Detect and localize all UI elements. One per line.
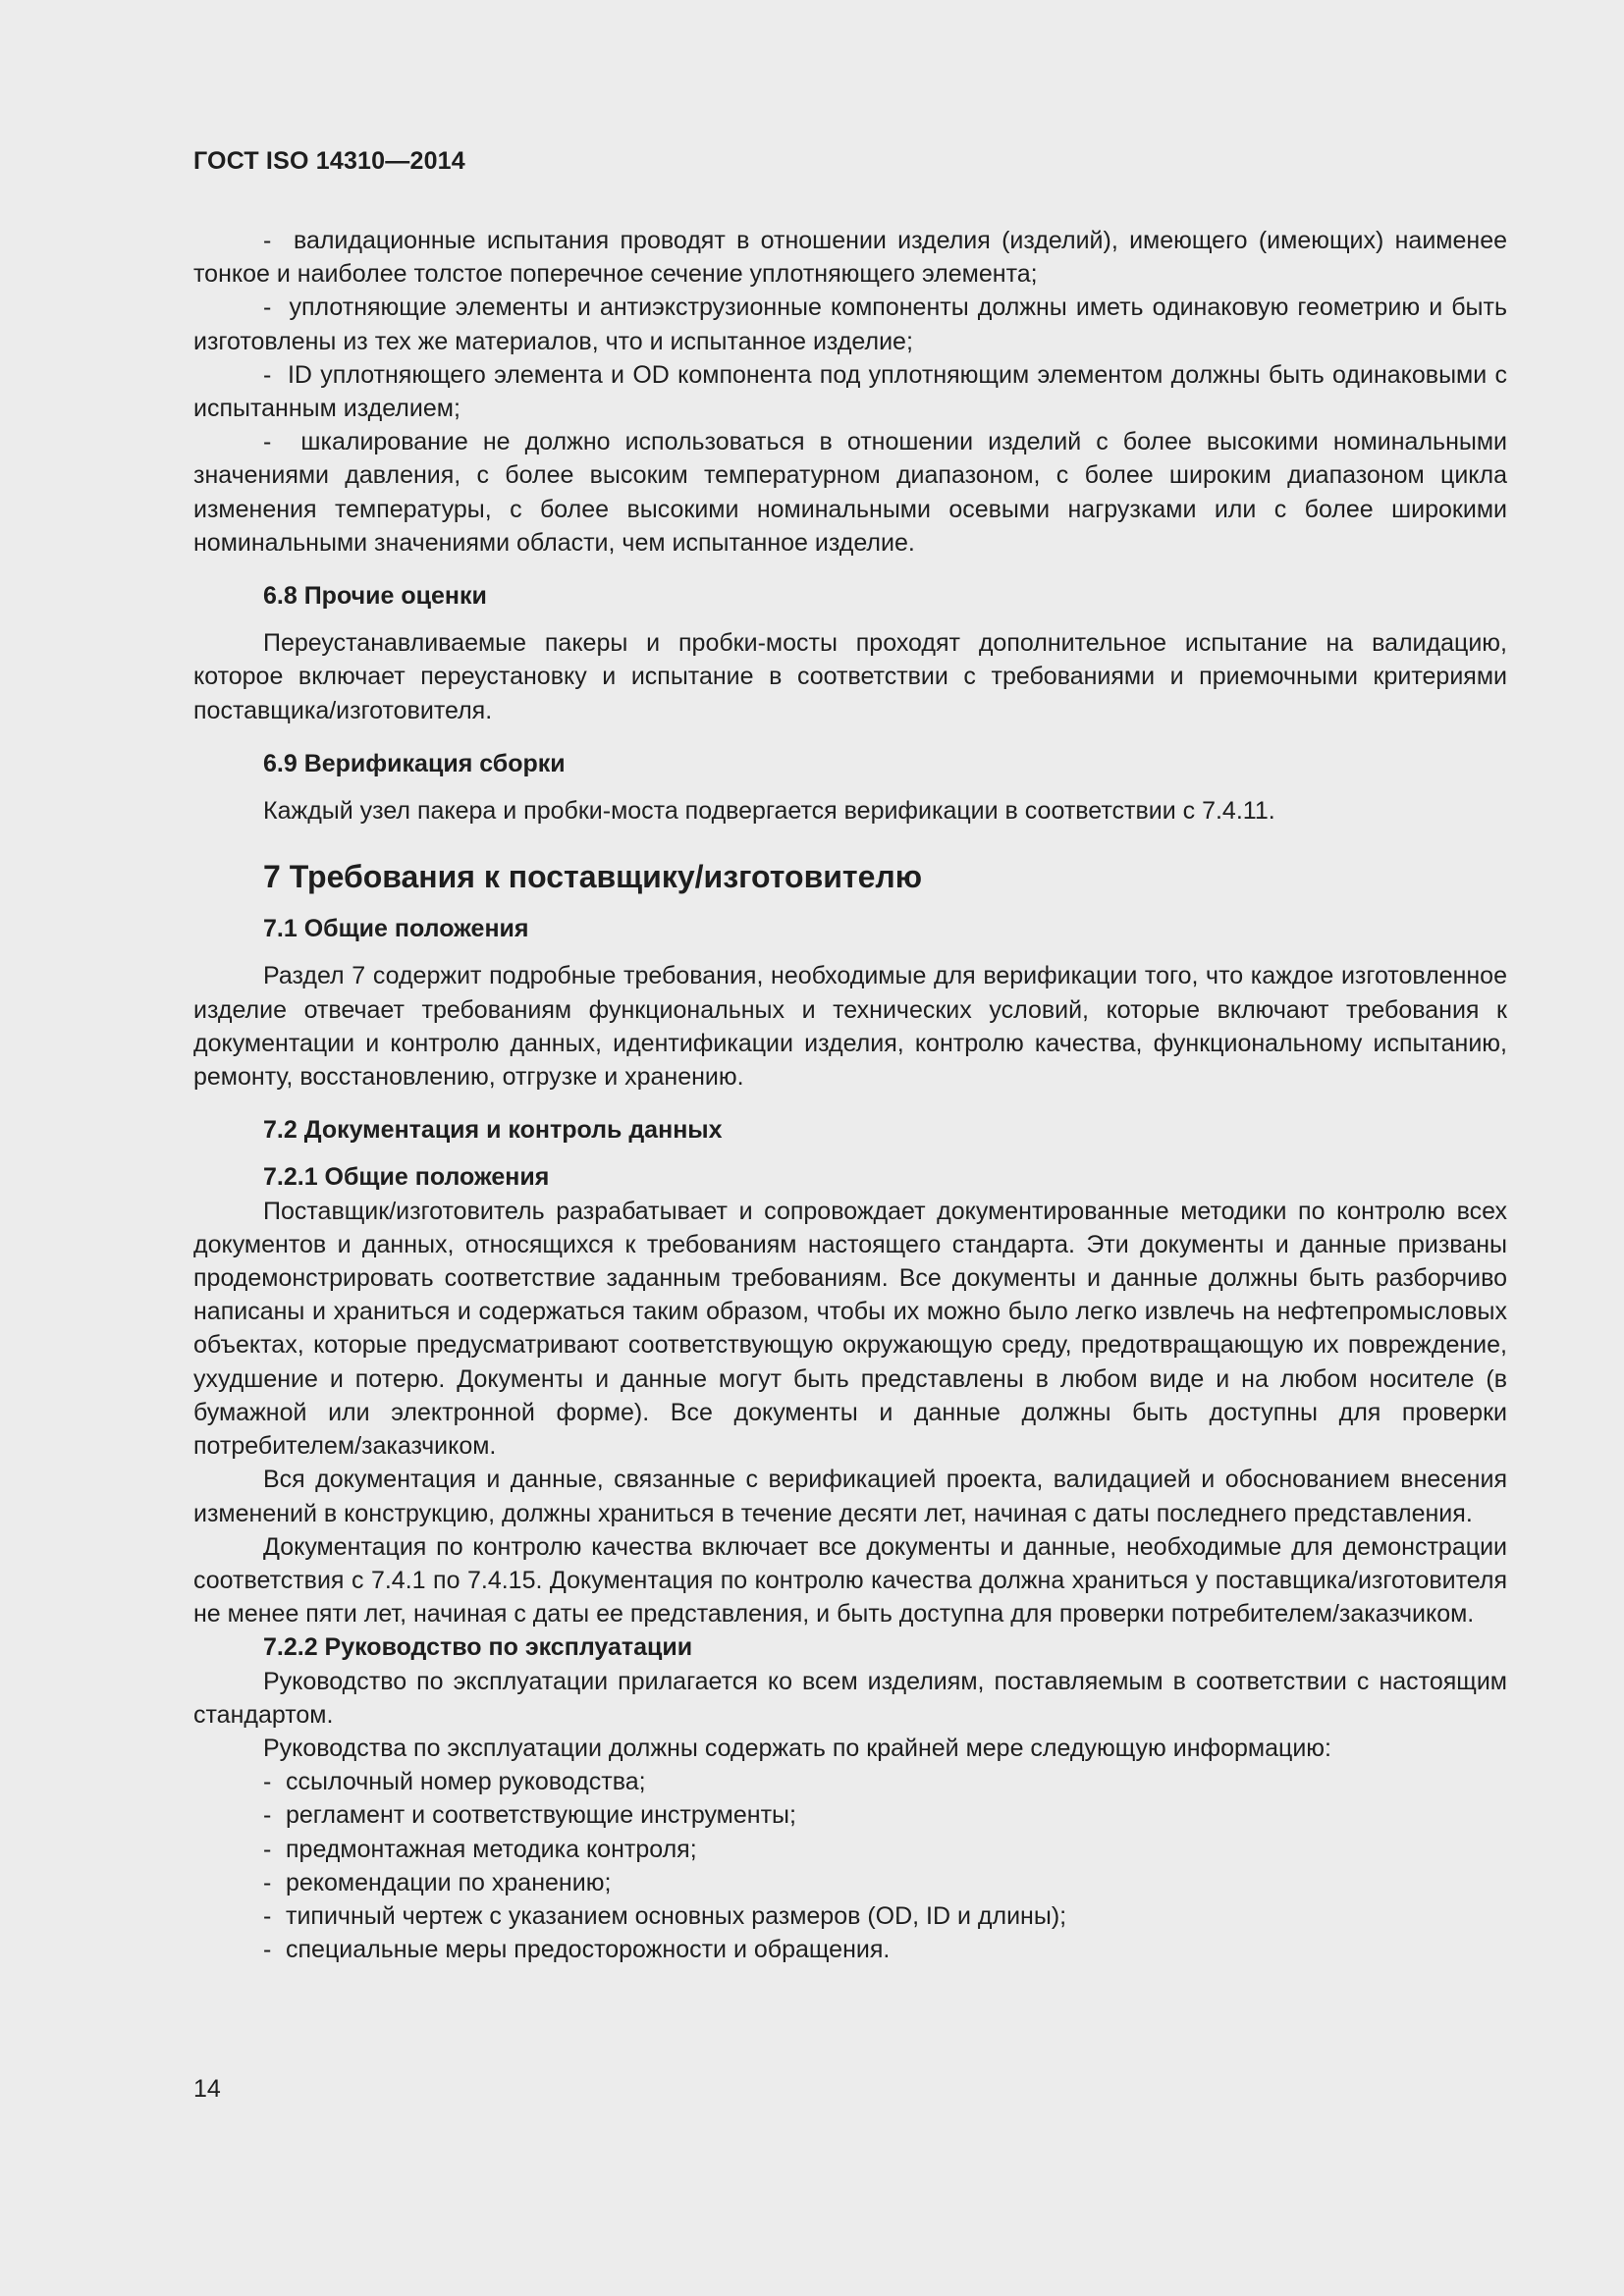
manual-contents-list <box>193 1765 1507 1966</box>
list-item: - шкалирование не должно использоваться в отношении изделий с более высокими номинальными значениями давления, с более высоким температурном диапазоном, с более широким диапазоном цикла изменения температуры, с более высокими номинальными осевыми нагрузками или с более широкими номинальными значениями области, чем испытанное изделие. <box>193 428 1507 557</box>
section-7-2-1-paragraph-1: Поставщик/изготовитель разрабатывает и сопровождает документированные методики по контролю всех документов и данных, относящихся к требованиям настоящего стандарта. Эти документы и данные призваны продемонстрировать соответствие заданным требованиям. Все документы и данные должны быть разборчиво написаны и храниться и содержаться таким образом, чтобы их можно было легко извлечь на нефтепромысловых объектах, которые предусматривают соответствующую окружающую среду, предотвращающую их повреждение, ухудшение и потерю. Документы и данные могут быть представлены в любом виде и на любом носителе (в бумажной или электронной форме). Все документы и данные должны быть доступны для проверки потребителем/заказчиком. <box>193 1197 1507 1461</box>
list-item: - ID уплотняющего элемента и OD компонента под уплотняющим элементом должны быть одинаковыми с испытанным изделием; <box>193 360 1508 423</box>
section-7-2-1-paragraph-3: Документация по контролю качества включает все документы и данные, необходимые для демонстрации соответствия с 7.4.1 по 7.4.15. Документация по контролю качества должна храниться у поставщика/изготовителя не менее пяти лет, начиная с даты ее представления, и быть доступна для проверки потребителем/заказчиком. <box>193 1532 1507 1629</box>
section-7-1-text: Раздел 7 содержит подробные требования, необходимые для верификации того, что каждое изготовленное изделие отвечает требованиям функциональных и технических условий, которые включают требования к документации и контролю данных, идентификации изделия, контролю качества, функциональному испытанию, ремонту, восстановлению, отгрузке и хранению. <box>193 962 1507 1092</box>
section-heading-7-2-1: 7.2.1 Общие положения <box>263 1163 550 1192</box>
list-item: - предмонтажная методика контроля; <box>263 1835 697 1863</box>
list-item: - уплотняющие элементы и антиэкструзионные компоненты должны иметь одинаковую геометрию и быть изготовлены из тех же материалов, что и испытанное изделие; <box>193 294 1507 355</box>
page-number: 14 <box>193 2075 221 2103</box>
section-heading-7-2-2: 7.2.2 Руководство по эксплуатации <box>263 1633 693 1662</box>
section-6-8-text: Переустанавливаемые пакеры и пробки-мосты проходят дополнительное испытание на валидацию, которое включает переустановку и испытание в соответствии с требованиями и приемочными критериями поставщика/изготовителя. <box>193 629 1507 724</box>
list-item: - ссылочный номер руководства; <box>263 1768 646 1796</box>
section-heading-6-9: 6.9 Верификация сборки <box>263 749 566 777</box>
page-content <box>193 224 1507 1966</box>
section-heading-7-1: 7.1 Общие положения <box>263 915 529 943</box>
list-item: - регламент и соответствующие инструменты; <box>263 1801 796 1830</box>
list-item: - специальные меры предосторожности и обращения. <box>263 1936 891 1964</box>
section-7-2-2-paragraph-1: Руководство по эксплуатации прилагается ко всем изделиям, поставляемым в соответствии с настоящим стандартом. <box>193 1667 1507 1729</box>
section-heading-7: 7 Требования к поставщику/изготовителю <box>263 859 923 895</box>
section-7-2-2-paragraph-2: Руководства по эксплуатации должны содержать по крайней мере следующую информацию: <box>263 1734 1331 1762</box>
list-item: - валидационные испытания проводят в отношении изделия (изделий), имеющего (имеющих) наименее тонкое и наиболее толстое поперечное сечение уплотняющего элемента; <box>193 227 1508 289</box>
section-heading-6-8: 6.8 Прочие оценки <box>263 582 487 611</box>
document-header: ГОСТ ISO 14310—2014 <box>193 147 465 175</box>
list-item: - рекомендации по хранению; <box>263 1868 612 1896</box>
section-7-2-1-paragraph-2: Вся документация и данные, связанные с верификацией проекта, валидацией и обоснованием внесения изменений в конструкцию, должны храниться в течение десяти лет, начиная с даты последнего представления. <box>193 1466 1507 1527</box>
section-heading-7-2: 7.2 Документация и контроль данных <box>263 1116 723 1145</box>
section-6-9-text: Каждый узел пакера и пробки-моста подвергается верификации в соответствии с 7.4.11. <box>263 797 1275 826</box>
list-item: - типичный чертеж с указанием основных размеров (OD, ID и длины); <box>263 1901 1067 1930</box>
